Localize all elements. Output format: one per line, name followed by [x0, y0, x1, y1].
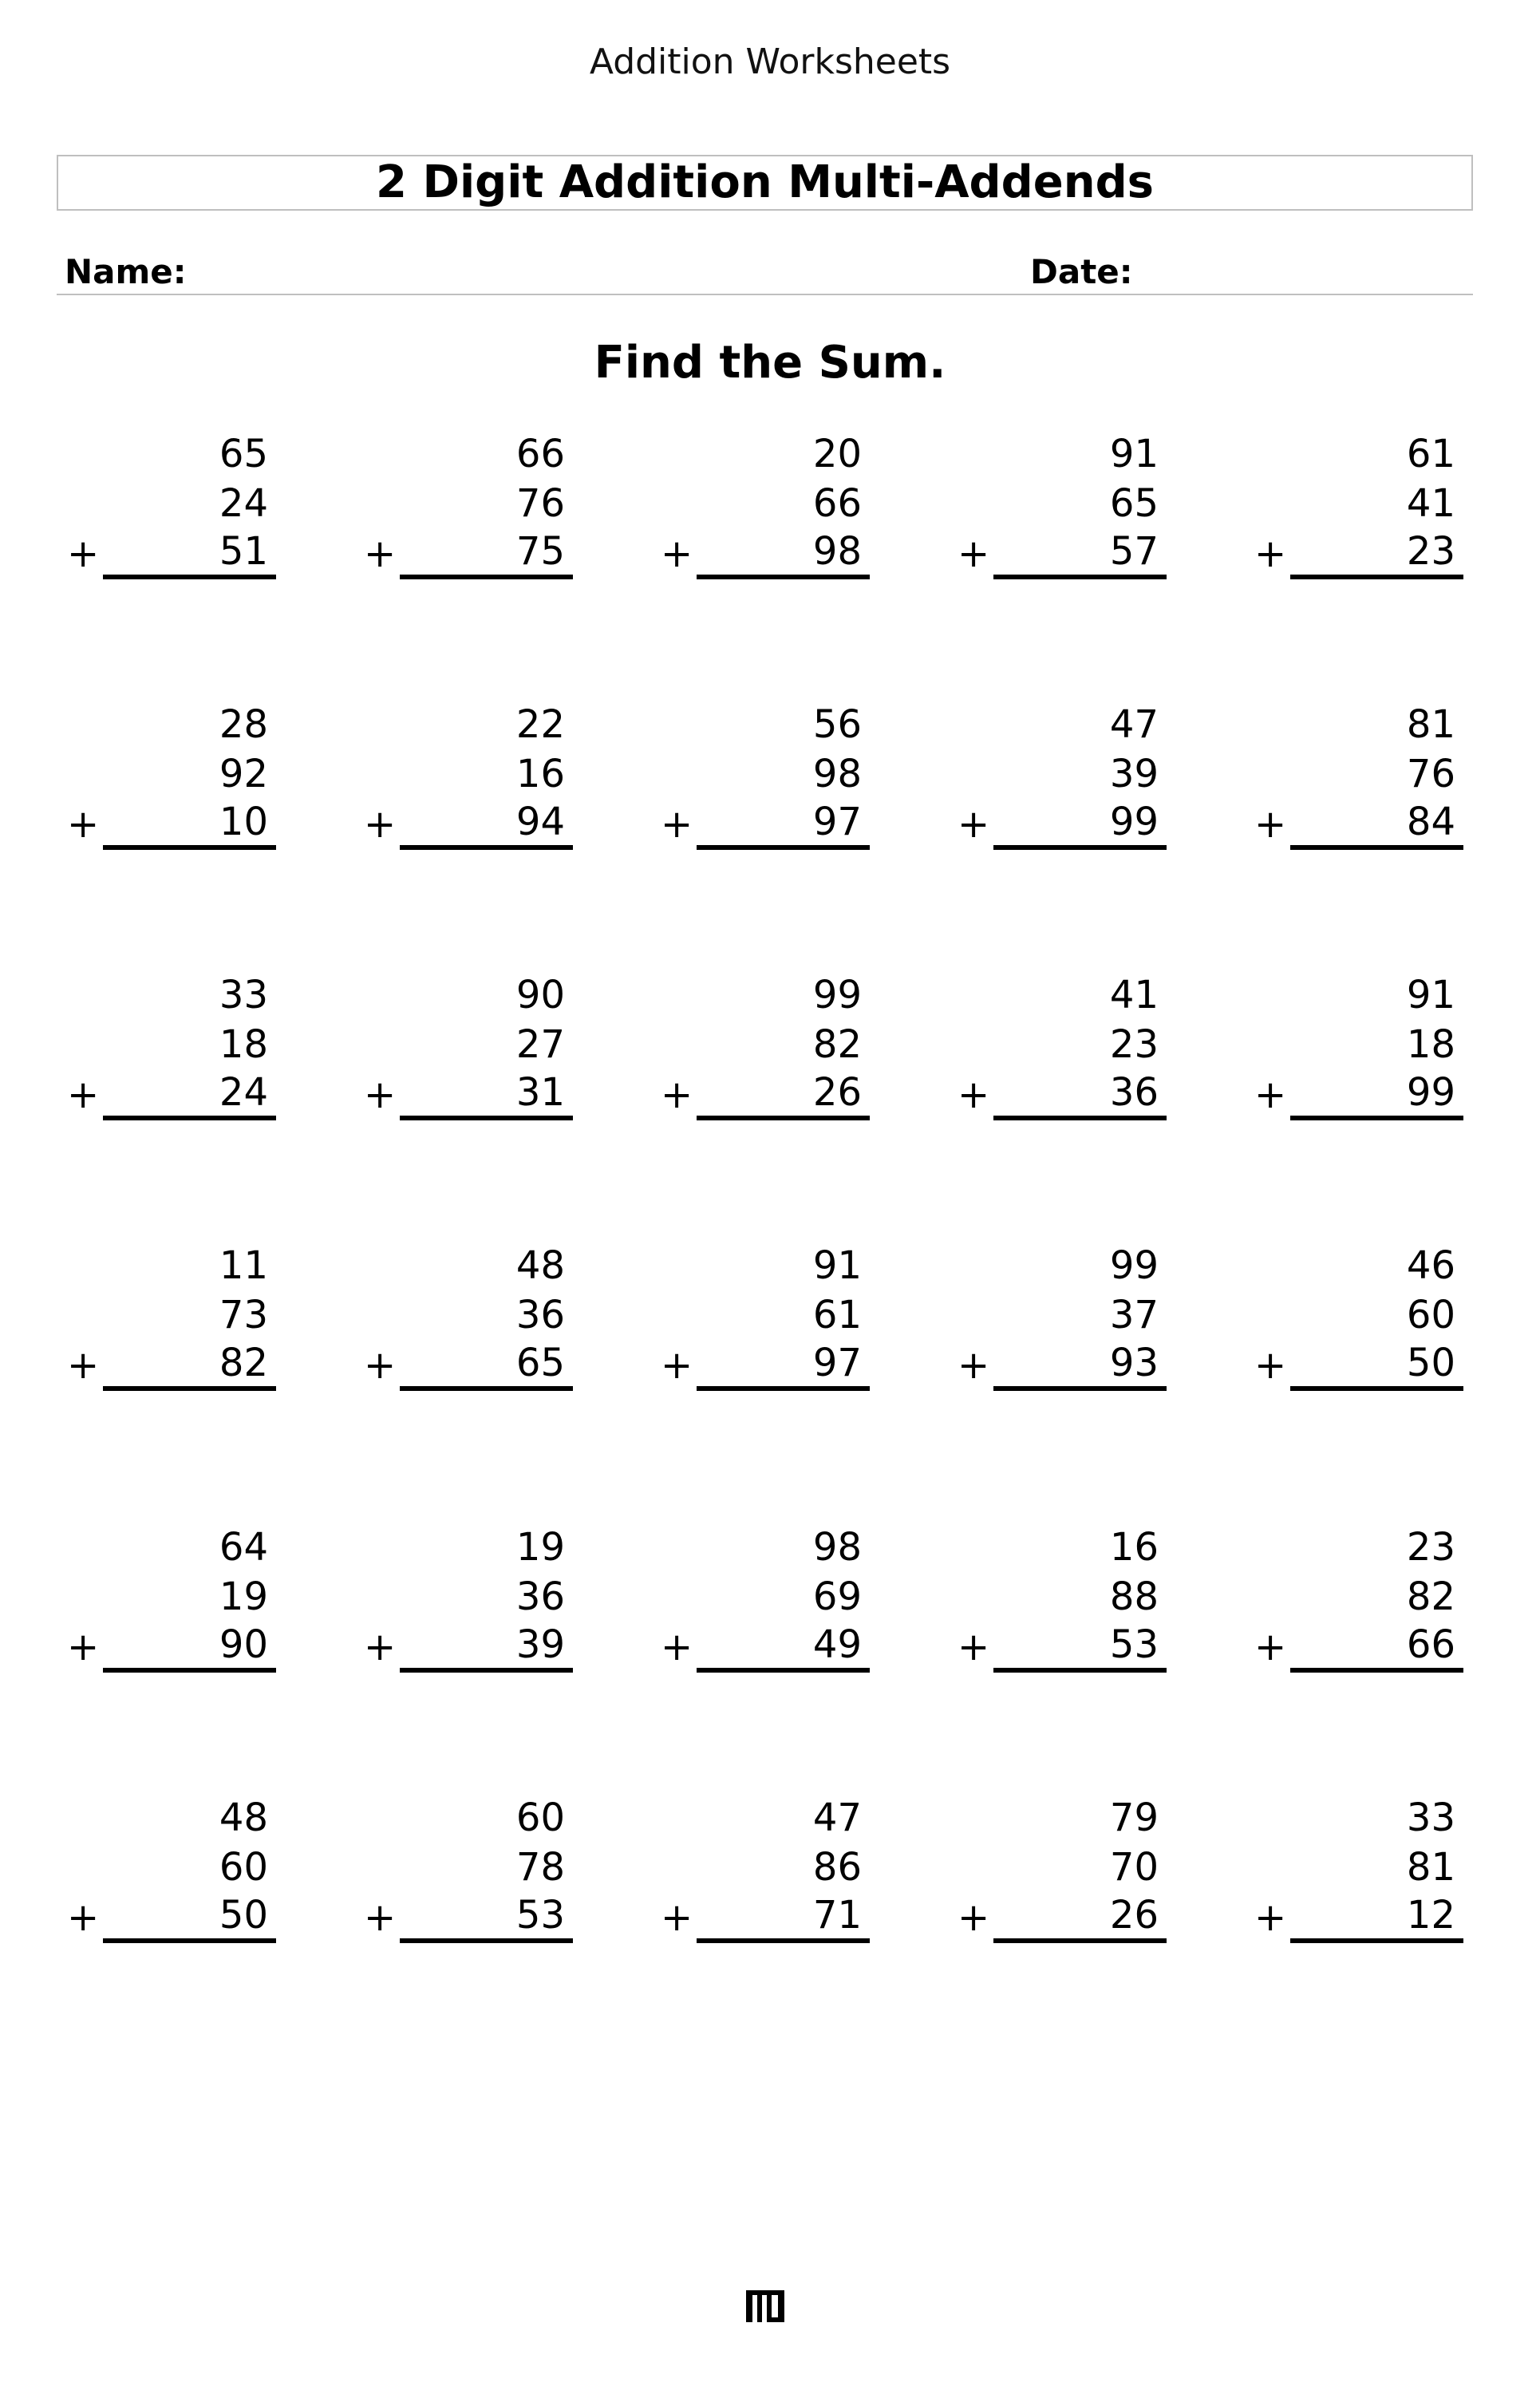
- problem-4-5: [1248, 1242, 1463, 1402]
- addend-3: 82: [219, 1341, 268, 1385]
- addend-2: 81: [1406, 1845, 1455, 1890]
- addend-3: 50: [1406, 1341, 1455, 1385]
- addend-2: 60: [219, 1845, 268, 1890]
- addend-2: 41: [1406, 481, 1455, 526]
- addend-3: 39: [515, 1622, 565, 1667]
- answer-line: [400, 1386, 573, 1391]
- plus-sign: +: [958, 802, 990, 847]
- addend-1: 23: [1406, 1525, 1455, 1570]
- plus-sign: +: [958, 531, 990, 576]
- answer-line: [400, 845, 573, 850]
- problem-5-2: [357, 1524, 573, 1684]
- addend-2: 92: [219, 752, 268, 796]
- problem-4-2: [357, 1242, 573, 1402]
- plus-sign: +: [661, 1073, 693, 1117]
- plus-sign: +: [1254, 1073, 1287, 1117]
- plus-sign: +: [364, 1895, 397, 1940]
- answer-line: [103, 845, 276, 850]
- instructions: Find the Sum.: [594, 337, 946, 389]
- plus-sign: +: [364, 1073, 397, 1117]
- addend-1: 65: [219, 432, 268, 476]
- plus-sign: +: [364, 531, 397, 576]
- answer-line: [697, 845, 870, 850]
- answer-line: [103, 1386, 276, 1391]
- problem-3-5: [1248, 972, 1463, 1132]
- plus-sign: +: [1254, 1625, 1287, 1669]
- answer-line: [697, 1386, 870, 1391]
- answer-line: [103, 1116, 276, 1120]
- problem-6-4: [951, 1795, 1167, 1954]
- addend-2: 73: [219, 1293, 268, 1337]
- problem-1-5: [1248, 431, 1463, 591]
- addend-2: 82: [1406, 1574, 1455, 1619]
- plus-sign: +: [67, 1343, 100, 1388]
- problem-6-3: [654, 1795, 870, 1954]
- addend-2: 65: [1109, 481, 1159, 526]
- problem-4-1: [61, 1242, 276, 1402]
- addend-3: 53: [515, 1893, 565, 1938]
- addend-2: 36: [515, 1574, 565, 1619]
- addend-3: 50: [219, 1893, 268, 1938]
- answer-line: [1290, 1938, 1463, 1943]
- addend-1: 47: [812, 1796, 862, 1840]
- addend-3: 49: [812, 1622, 862, 1667]
- addend-3: 26: [1109, 1893, 1159, 1938]
- problem-2-5: [1248, 701, 1463, 861]
- plus-sign: +: [67, 1895, 100, 1940]
- worksheet-title: 2 Digit Addition Multi-Addends: [376, 156, 1154, 208]
- worksheet-title-box: [57, 155, 1473, 211]
- site-logo-svg: [746, 2290, 784, 2322]
- plus-sign: +: [1254, 802, 1287, 847]
- answer-line: [993, 1668, 1167, 1673]
- plus-sign: +: [958, 1625, 990, 1669]
- plus-sign: +: [958, 1895, 990, 1940]
- problem-2-4: [951, 701, 1167, 861]
- addend-1: 11: [219, 1243, 268, 1288]
- plus-sign: +: [1254, 1343, 1287, 1388]
- addend-2: 70: [1109, 1845, 1159, 1890]
- addend-3: 12: [1406, 1893, 1455, 1938]
- addend-1: 61: [1406, 432, 1455, 476]
- addend-3: 71: [812, 1893, 862, 1938]
- addend-2: 82: [812, 1022, 862, 1067]
- problem-5-1: [61, 1524, 276, 1684]
- problem-5-5: [1248, 1524, 1463, 1684]
- plus-sign: +: [364, 802, 397, 847]
- addend-1: 48: [219, 1796, 268, 1840]
- addend-1: 56: [812, 702, 862, 747]
- answer-line: [1290, 845, 1463, 850]
- addend-1: 99: [812, 973, 862, 1017]
- addend-1: 19: [515, 1525, 565, 1570]
- addend-1: 46: [1406, 1243, 1455, 1288]
- addend-3: 99: [1406, 1070, 1455, 1115]
- addend-2: 27: [515, 1022, 565, 1067]
- addend-1: 16: [1109, 1525, 1159, 1570]
- addend-2: 69: [812, 1574, 862, 1619]
- addend-3: 97: [812, 1341, 862, 1385]
- plus-sign: +: [1254, 1895, 1287, 1940]
- addend-1: 91: [812, 1243, 862, 1288]
- plus-sign: +: [661, 531, 693, 576]
- answer-line: [1290, 1386, 1463, 1391]
- problem-3-4: [951, 972, 1167, 1132]
- addend-1: 66: [515, 432, 565, 476]
- site-title: Addition Worksheets: [589, 41, 951, 82]
- addend-1: 22: [515, 702, 565, 747]
- answer-line: [697, 1668, 870, 1673]
- problem-6-2: [357, 1795, 573, 1954]
- addend-2: 23: [1109, 1022, 1159, 1067]
- plus-sign: +: [364, 1343, 397, 1388]
- addend-3: 93: [1109, 1341, 1159, 1385]
- addend-2: 24: [219, 481, 268, 526]
- addend-1: 47: [1109, 702, 1159, 747]
- problem-6-1: [61, 1795, 276, 1954]
- answer-line: [103, 1938, 276, 1943]
- addend-2: 66: [812, 481, 862, 526]
- addend-3: 65: [515, 1341, 565, 1385]
- addend-2: 76: [515, 481, 565, 526]
- addend-2: 98: [812, 752, 862, 796]
- addend-1: 98: [812, 1525, 862, 1570]
- problem-3-2: [357, 972, 573, 1132]
- answer-line: [697, 1116, 870, 1120]
- addend-3: 98: [812, 529, 862, 574]
- answer-line: [400, 575, 573, 579]
- problem-1-3: [654, 431, 870, 591]
- addend-1: 41: [1109, 973, 1159, 1017]
- answer-line: [1290, 1668, 1463, 1673]
- problem-4-3: [654, 1242, 870, 1402]
- problem-3-3: [654, 972, 870, 1132]
- plus-sign: +: [661, 1625, 693, 1669]
- answer-line: [400, 1668, 573, 1673]
- addend-1: 90: [515, 973, 565, 1017]
- problem-5-4: [951, 1524, 1167, 1684]
- answer-line: [103, 1668, 276, 1673]
- addend-1: 28: [219, 702, 268, 747]
- plus-sign: +: [67, 531, 100, 576]
- addend-3: 75: [515, 529, 565, 574]
- addend-2: 78: [515, 1845, 565, 1890]
- addend-1: 79: [1109, 1796, 1159, 1840]
- addend-3: 66: [1406, 1622, 1455, 1667]
- addend-2: 18: [219, 1022, 268, 1067]
- addend-3: 10: [219, 800, 268, 844]
- plus-sign: +: [958, 1343, 990, 1388]
- addend-3: 99: [1109, 800, 1159, 844]
- addend-2: 39: [1109, 752, 1159, 796]
- site-logo-icon: [746, 2290, 784, 2325]
- addend-1: 33: [1406, 1796, 1455, 1840]
- answer-line: [103, 575, 276, 579]
- addend-3: 53: [1109, 1622, 1159, 1667]
- addend-2: 60: [1406, 1293, 1455, 1337]
- plus-sign: +: [67, 1625, 100, 1669]
- answer-line: [400, 1938, 573, 1943]
- answer-line: [993, 1386, 1167, 1391]
- date-label: Date:: [1030, 252, 1133, 291]
- problem-1-1: [61, 431, 276, 591]
- plus-sign: +: [661, 1343, 693, 1388]
- problem-1-4: [951, 431, 1167, 591]
- problem-6-5: [1248, 1795, 1463, 1954]
- addend-3: 31: [515, 1070, 565, 1115]
- addend-2: 76: [1406, 752, 1455, 796]
- addend-3: 97: [812, 800, 862, 844]
- addend-3: 23: [1406, 529, 1455, 574]
- answer-line: [1290, 1116, 1463, 1120]
- name-date-row: [57, 252, 1473, 295]
- answer-line: [993, 1116, 1167, 1120]
- addend-1: 20: [812, 432, 862, 476]
- name-label: Name:: [65, 252, 187, 291]
- addend-2: 18: [1406, 1022, 1455, 1067]
- addend-2: 36: [515, 1293, 565, 1337]
- plus-sign: +: [1254, 531, 1287, 576]
- answer-line: [697, 575, 870, 579]
- answer-line: [993, 1938, 1167, 1943]
- answer-line: [400, 1116, 573, 1120]
- addend-2: 19: [219, 1574, 268, 1619]
- addend-1: 99: [1109, 1243, 1159, 1288]
- answer-line: [993, 845, 1167, 850]
- problem-3-1: [61, 972, 276, 1132]
- addend-3: 26: [812, 1070, 862, 1115]
- addend-2: 88: [1109, 1574, 1159, 1619]
- problem-5-3: [654, 1524, 870, 1684]
- plus-sign: +: [661, 1895, 693, 1940]
- plus-sign: +: [67, 1073, 100, 1117]
- plus-sign: +: [661, 802, 693, 847]
- problem-2-2: [357, 701, 573, 861]
- addend-3: 57: [1109, 529, 1159, 574]
- addend-1: 64: [219, 1525, 268, 1570]
- addend-3: 36: [1109, 1070, 1159, 1115]
- answer-line: [697, 1938, 870, 1943]
- plus-sign: +: [67, 802, 100, 847]
- addend-1: 48: [515, 1243, 565, 1288]
- problem-2-1: [61, 701, 276, 861]
- addend-3: 84: [1406, 800, 1455, 844]
- addend-3: 24: [219, 1070, 268, 1115]
- addend-1: 91: [1109, 432, 1159, 476]
- addend-2: 86: [812, 1845, 862, 1890]
- answer-line: [1290, 575, 1463, 579]
- addend-1: 91: [1406, 973, 1455, 1017]
- problem-2-3: [654, 701, 870, 861]
- plus-sign: +: [958, 1073, 990, 1117]
- addend-2: 37: [1109, 1293, 1159, 1337]
- addend-1: 33: [219, 973, 268, 1017]
- plus-sign: +: [364, 1625, 397, 1669]
- addend-3: 51: [219, 529, 268, 574]
- addend-3: 90: [219, 1622, 268, 1667]
- addend-2: 61: [812, 1293, 862, 1337]
- answer-line: [993, 575, 1167, 579]
- problem-1-2: [357, 431, 573, 591]
- problem-4-4: [951, 1242, 1167, 1402]
- addend-1: 60: [515, 1796, 565, 1840]
- addend-3: 94: [515, 800, 565, 844]
- addend-2: 16: [515, 752, 565, 796]
- addend-1: 81: [1406, 702, 1455, 747]
